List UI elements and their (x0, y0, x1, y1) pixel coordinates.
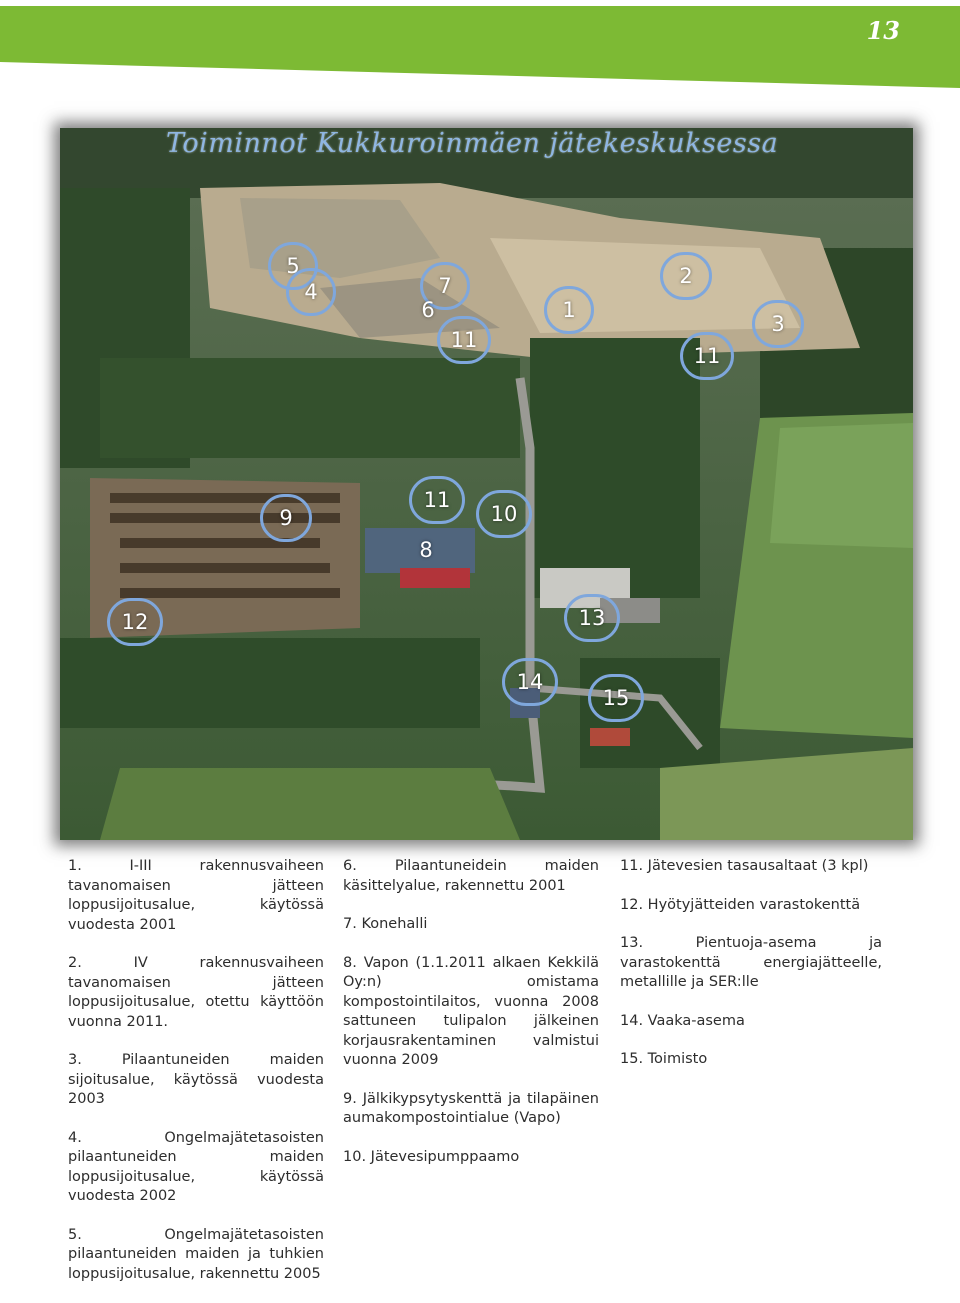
aerial-photo (60, 128, 913, 840)
marker-11-c: 11 (409, 476, 465, 524)
marker-15: 15 (588, 674, 644, 722)
marker-13: 13 (564, 594, 620, 642)
legend-column-3 (620, 857, 882, 1089)
marker-1: 1 (544, 286, 594, 334)
legend-column-1 (68, 857, 324, 1303)
page-number: 13 (866, 16, 900, 45)
legend-item-4: 4. Ongelmajätetasoisten pilaantuneiden maiden loppusijoitusalue, käytössä vuodesta 2002 (68, 1129, 324, 1204)
legend-item-15: 15. Toimisto (620, 1051, 708, 1067)
marker-2: 2 (660, 252, 712, 300)
marker-7: 7 (420, 262, 470, 310)
legend-item-11: 11. Jätevesien tasausaltaat (3 kpl) (620, 858, 869, 874)
legend-item-12: 12. Hyötyjätteiden varastokenttä (620, 896, 861, 913)
marker-10: 10 (476, 490, 532, 538)
marker-9: 9 (260, 494, 312, 542)
legend-item-8: 8. Vapon (1.1.2011 alkaen Kekkilä Oy:n) omistama kompostointilaitos, vuonna 2008 sattuneen tulipalon jälkeinen korjausrakentaminen valmistui vuonna 2009 (343, 954, 599, 1068)
legend-item-1: 1. I-III rakennusvaiheen tavanomaisen jätteen loppusijoitusalue, käytössä vuodesta 2001 (68, 858, 324, 933)
legend-item-9: 9. Jälkikypsytyskenttä ja tilapäinen aumakompostointialue (Vapo) (343, 1090, 599, 1126)
legend-item-7: 7. Konehalli (343, 916, 428, 932)
legend-item-10: 10. Jätevesipumppaamo (343, 1148, 520, 1165)
legend-item-14: 14. Vaaka-asema (620, 1012, 745, 1029)
marker-11-a: 11 (437, 316, 491, 364)
legend-item-3: 3. Pilaantuneiden maiden sijoitusalue, käytössä vuodesta 2003 (68, 1052, 324, 1107)
photo-title: Toiminnot Kukkuroinmäen jätekeskuksessa (166, 128, 779, 159)
header-band (0, 0, 960, 90)
legend-item-6: 6. Pilaantuneidein maiden käsittelyalue, rakennettu 2001 (343, 858, 599, 894)
legend-item-5: 5. Ongelmajätetasoisten pilaantuneiden maiden ja tuhkien loppusijoitusalue, rakennettu 2005 (68, 1226, 324, 1282)
marker-5: 5 (268, 242, 318, 290)
legend-item-2: 2. IV rakennusvaiheen tavanomaisen jätteen loppusijoitusalue, otettu käyttöön vuonna 2011. (68, 955, 324, 1030)
marker-12: 12 (107, 598, 163, 646)
marker-8: 8 (419, 538, 433, 562)
marker-3: 3 (752, 300, 804, 348)
legend-column-2 (343, 857, 599, 1186)
marker-14: 14 (502, 658, 558, 706)
legend-item-13: 13. Pientuoja-asema ja varastokenttä energiajätteelle, metallille ja SER:lle (620, 935, 882, 990)
marker-6: 6 (421, 298, 435, 322)
marker-11-b: 11 (680, 332, 734, 380)
marker-4: 4 (286, 268, 336, 316)
